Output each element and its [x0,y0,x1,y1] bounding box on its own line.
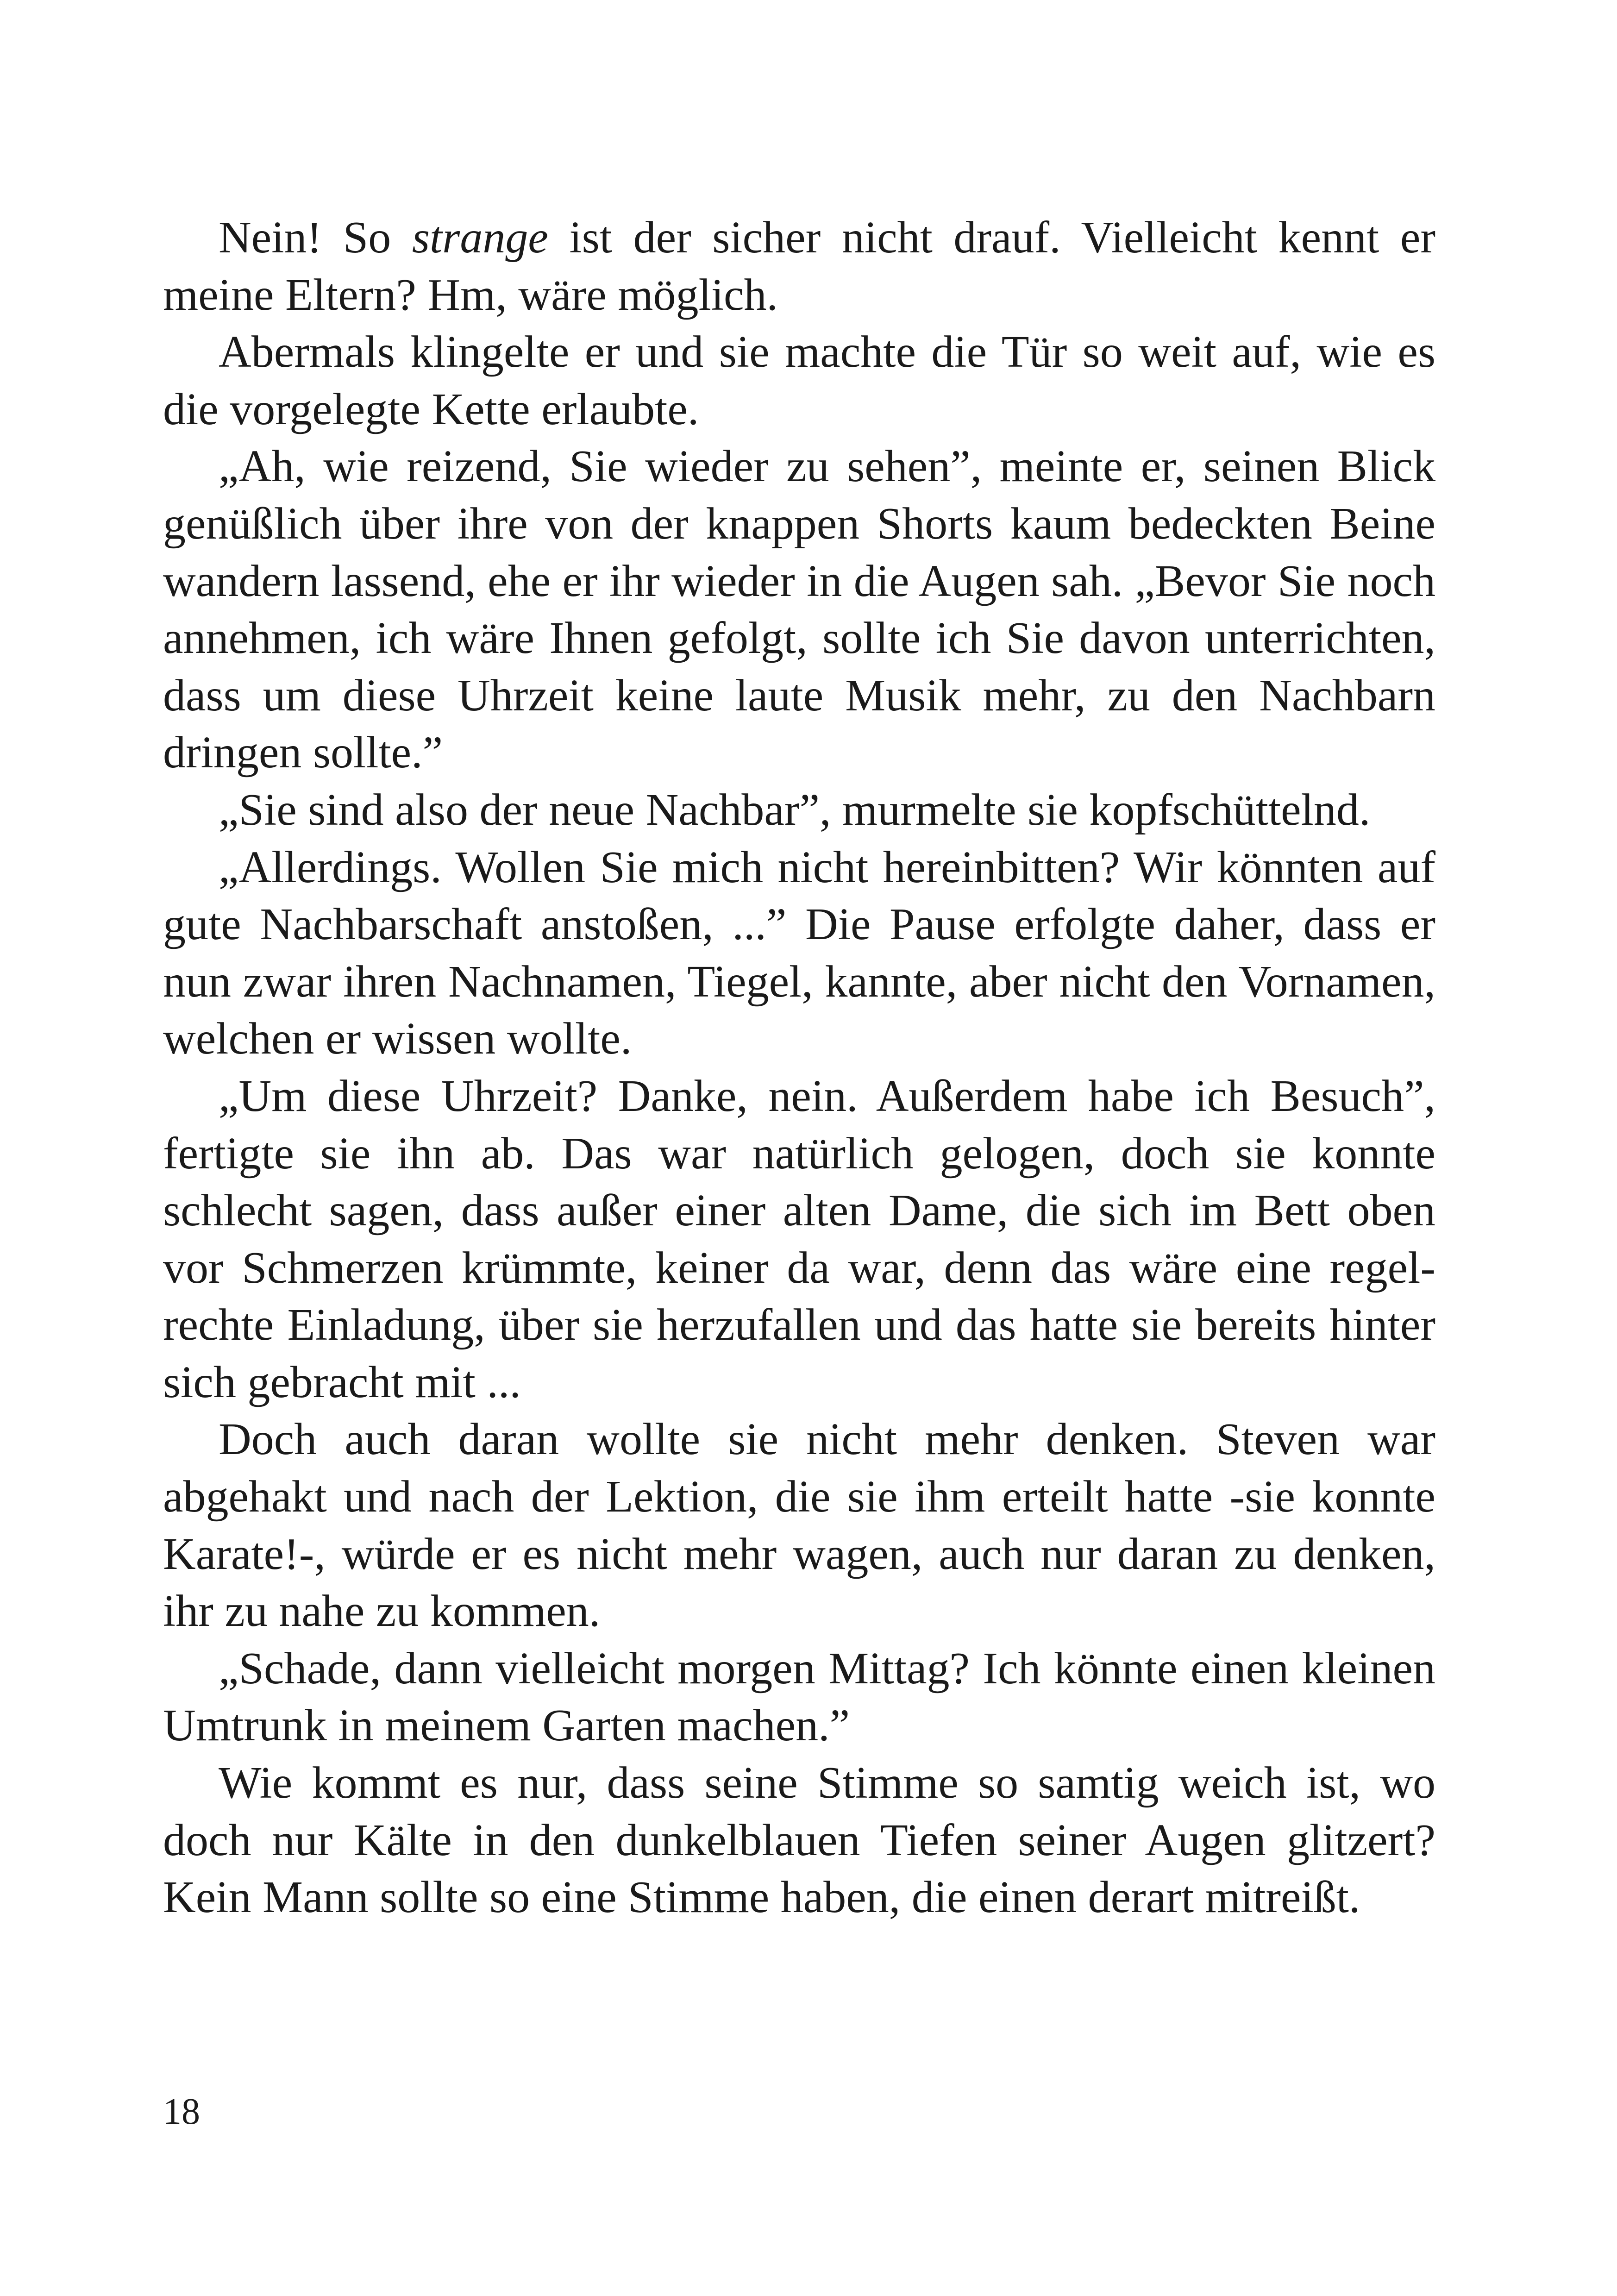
paragraph-1 [163,209,1435,324]
paragraph-3: „Ah, wie reizend, Sie wieder zu sehen”, meinte er, seinen Blick genüßlich über ihre von der knappen Shorts kaum bedeckten Beine wandern lassend, ehe er ihr wieder in die Augen sah. „Bevor Sie noch annehmen, ich wäre Ihnen gefolgt, sollte ich Sie davon unterrichten, dass um diese Uhrzeit keine laute Musik mehr, zu den Nachbarn dringen sollte.” [163,441,1435,778]
paragraph-4: „Sie sind also der neue Nachbar”, murmelte sie kopfschüttelnd. [219,784,1371,835]
body-text [163,209,1435,1926]
paragraph-2: Abermals klingelte er und sie machte die Tür so weit auf, wie es die vorgelegte Kette erlaubte. [163,327,1435,434]
paragraph-1-after: ist der sicher nicht drauf. Vielleicht kennt er meine Eltern? Hm, wäre möglich. [163,213,1436,320]
paragraph-8: „Schade, dann vielleicht morgen Mittag? Ich könnte einen kleinen Umtrunk in meinem Garten machen.” [163,1643,1435,1751]
page-number: 18 [163,2091,200,2132]
paragraph-9: Wie kommt es nur, dass seine Stimme so samtig weich ist, wo doch nur Kälte in den dunkelblauen Tiefen seiner Augen glitzert? Kein Mann sollte so eine Stimme haben, die einen derart mitreißt. [163,1758,1435,1923]
paragraph-6: „Um diese Uhrzeit? Danke, nein. Außerdem habe ich Besuch”, fertigte sie ihn ab. Das war natürlich gelogen, doch sie konnte schlecht sagen, dass außer einer alten Dame, die sich im Bett oben vor Schmerzen krümmte, keiner da war, denn das wäre eine regelrechte Einladung, über sie herzufallen und das hatte sie bereits hinter sich gebracht mit ... [163,1071,1435,1407]
paragraph-1-emphasis: strange [412,213,548,263]
paragraph-1-before: Nein! So [219,213,412,263]
paragraph-5: „Allerdings. Wollen Sie mich nicht hereinbitten? Wir könnten auf gute Nachbarschaft anstoßen, ...” Die Pause erfolgte daher, dass er nun zwar ihren Nachnamen, Tiegel, kannte, aber nicht den Vornamen, welchen er wissen wollte. [163,842,1435,1064]
paragraph-7: Doch auch daran wollte sie nicht mehr denken. Steven war abgehakt und nach der Lektion, die sie ihm erteilt hatte -sie konnte Karate!-, würde er es nicht mehr wagen, auch nur daran zu denken, ihr zu nahe zu kommen. [163,1414,1435,1637]
